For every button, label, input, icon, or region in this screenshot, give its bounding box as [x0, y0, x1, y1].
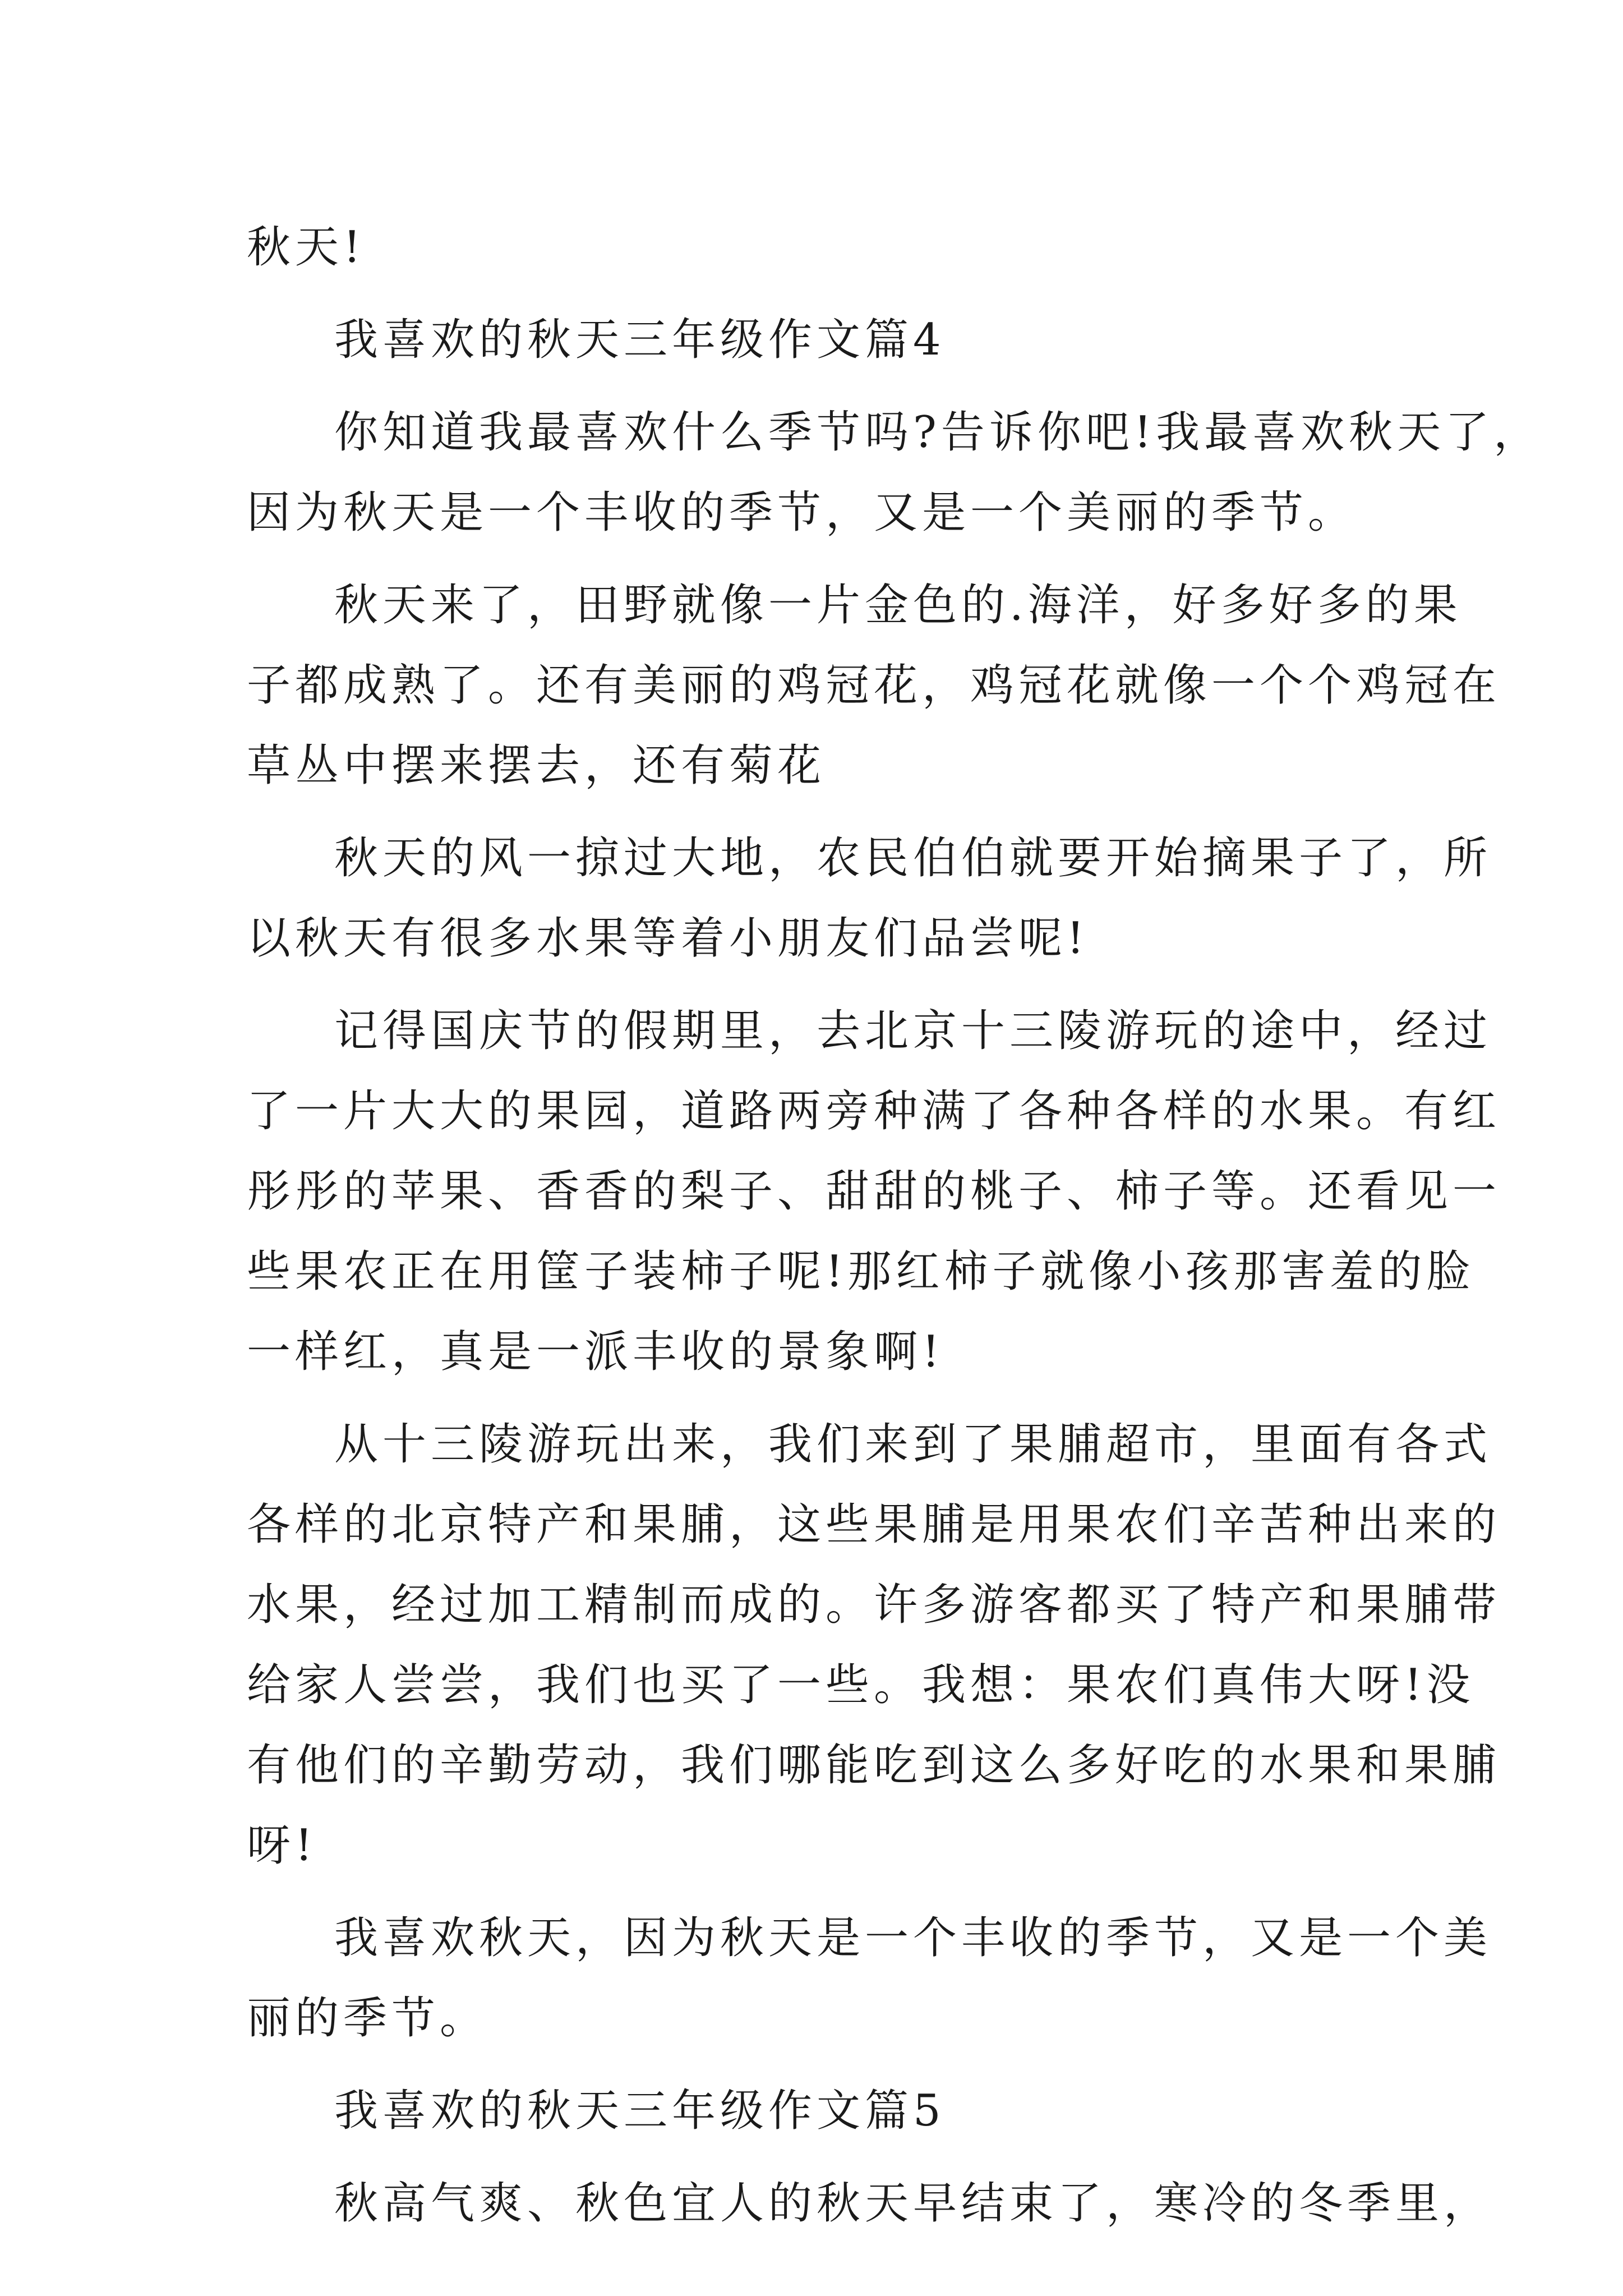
document-page	[247, 208, 1542, 2256]
text-line: 彤彤的苹果、香香的梨子、甜甜的桃子、柿子等。还看见一	[247, 1166, 1501, 1217]
text-line: 一样红，真是一派丰收的景象啊!	[247, 1327, 944, 1377]
text-line: 你知道我最喜欢什么季节吗?告诉你吧!我最喜欢秋天了，	[334, 407, 1542, 458]
paragraph	[247, 393, 1542, 553]
paragraph	[247, 565, 1501, 806]
paragraph	[247, 2164, 1492, 2244]
paragraph	[247, 1405, 1501, 1886]
text-line: 记得国庆节的假期里，去北京十三陵游玩的途中，经过	[334, 1006, 1492, 1056]
text-line: 草丛中摆来摆去，还有菊花	[247, 740, 826, 791]
paragraph-continuation	[247, 208, 1396, 288]
section-heading-4	[247, 300, 1396, 380]
text-line: 秋天!	[247, 222, 366, 273]
text-line: 从十三陵游玩出来，我们来到了果脯超市，里面有各式	[334, 1419, 1492, 1470]
text-line: 丽的季节。	[247, 1993, 488, 2044]
text-line: 了一片大大的果园，道路两旁种满了各种各样的水果。有红	[247, 1086, 1501, 1137]
text-line: 秋天的风一掠过大地，农民伯伯就要开始摘果子了，所	[334, 833, 1492, 884]
heading-text: 我喜欢的秋天三年级作文篇4	[334, 315, 946, 365]
text-line: 各样的北京特产和果脯，这些果脯是用果农们辛苦种出来的	[247, 1499, 1501, 1550]
text-line: 以秋天有很多水果等着小朋友们品尝呢!	[247, 913, 1089, 964]
text-line: 秋高气爽、秋色宜人的秋天早结束了，寒冷的冬季里，	[334, 2178, 1492, 2229]
paragraph	[247, 991, 1501, 1392]
text-line: 些果农正在用筐子装柿子呢!那红柿子就像小孩那害羞的脸	[247, 1246, 1475, 1297]
section-heading-5	[247, 2071, 1396, 2151]
paragraph	[247, 1898, 1492, 2059]
text-line: 秋天来了，田野就像一片金色的.海洋，好多好多的果	[334, 580, 1462, 631]
paragraph	[247, 818, 1492, 979]
text-line: 有他们的辛勤劳动，我们哪能吃到这么多好吃的水果和果脯	[247, 1740, 1501, 1791]
heading-text: 我喜欢的秋天三年级作文篇5	[334, 2086, 946, 2136]
text-line: 子都成熟了。还有美丽的鸡冠花，鸡冠花就像一个个鸡冠在	[247, 660, 1501, 711]
text-line: 水果，经过加工精制而成的。许多游客都买了特产和果脯带	[247, 1580, 1501, 1630]
text-line: 给家人尝尝，我们也买了一些。我想：果农们真伟大呀!没	[247, 1660, 1475, 1710]
text-line: 呀!	[247, 1820, 317, 1871]
text-line: 因为秋天是一个丰收的季节，又是一个美丽的季节。	[247, 487, 1357, 538]
text-line: 我喜欢秋天，因为秋天是一个丰收的季节，又是一个美	[334, 1913, 1492, 1963]
